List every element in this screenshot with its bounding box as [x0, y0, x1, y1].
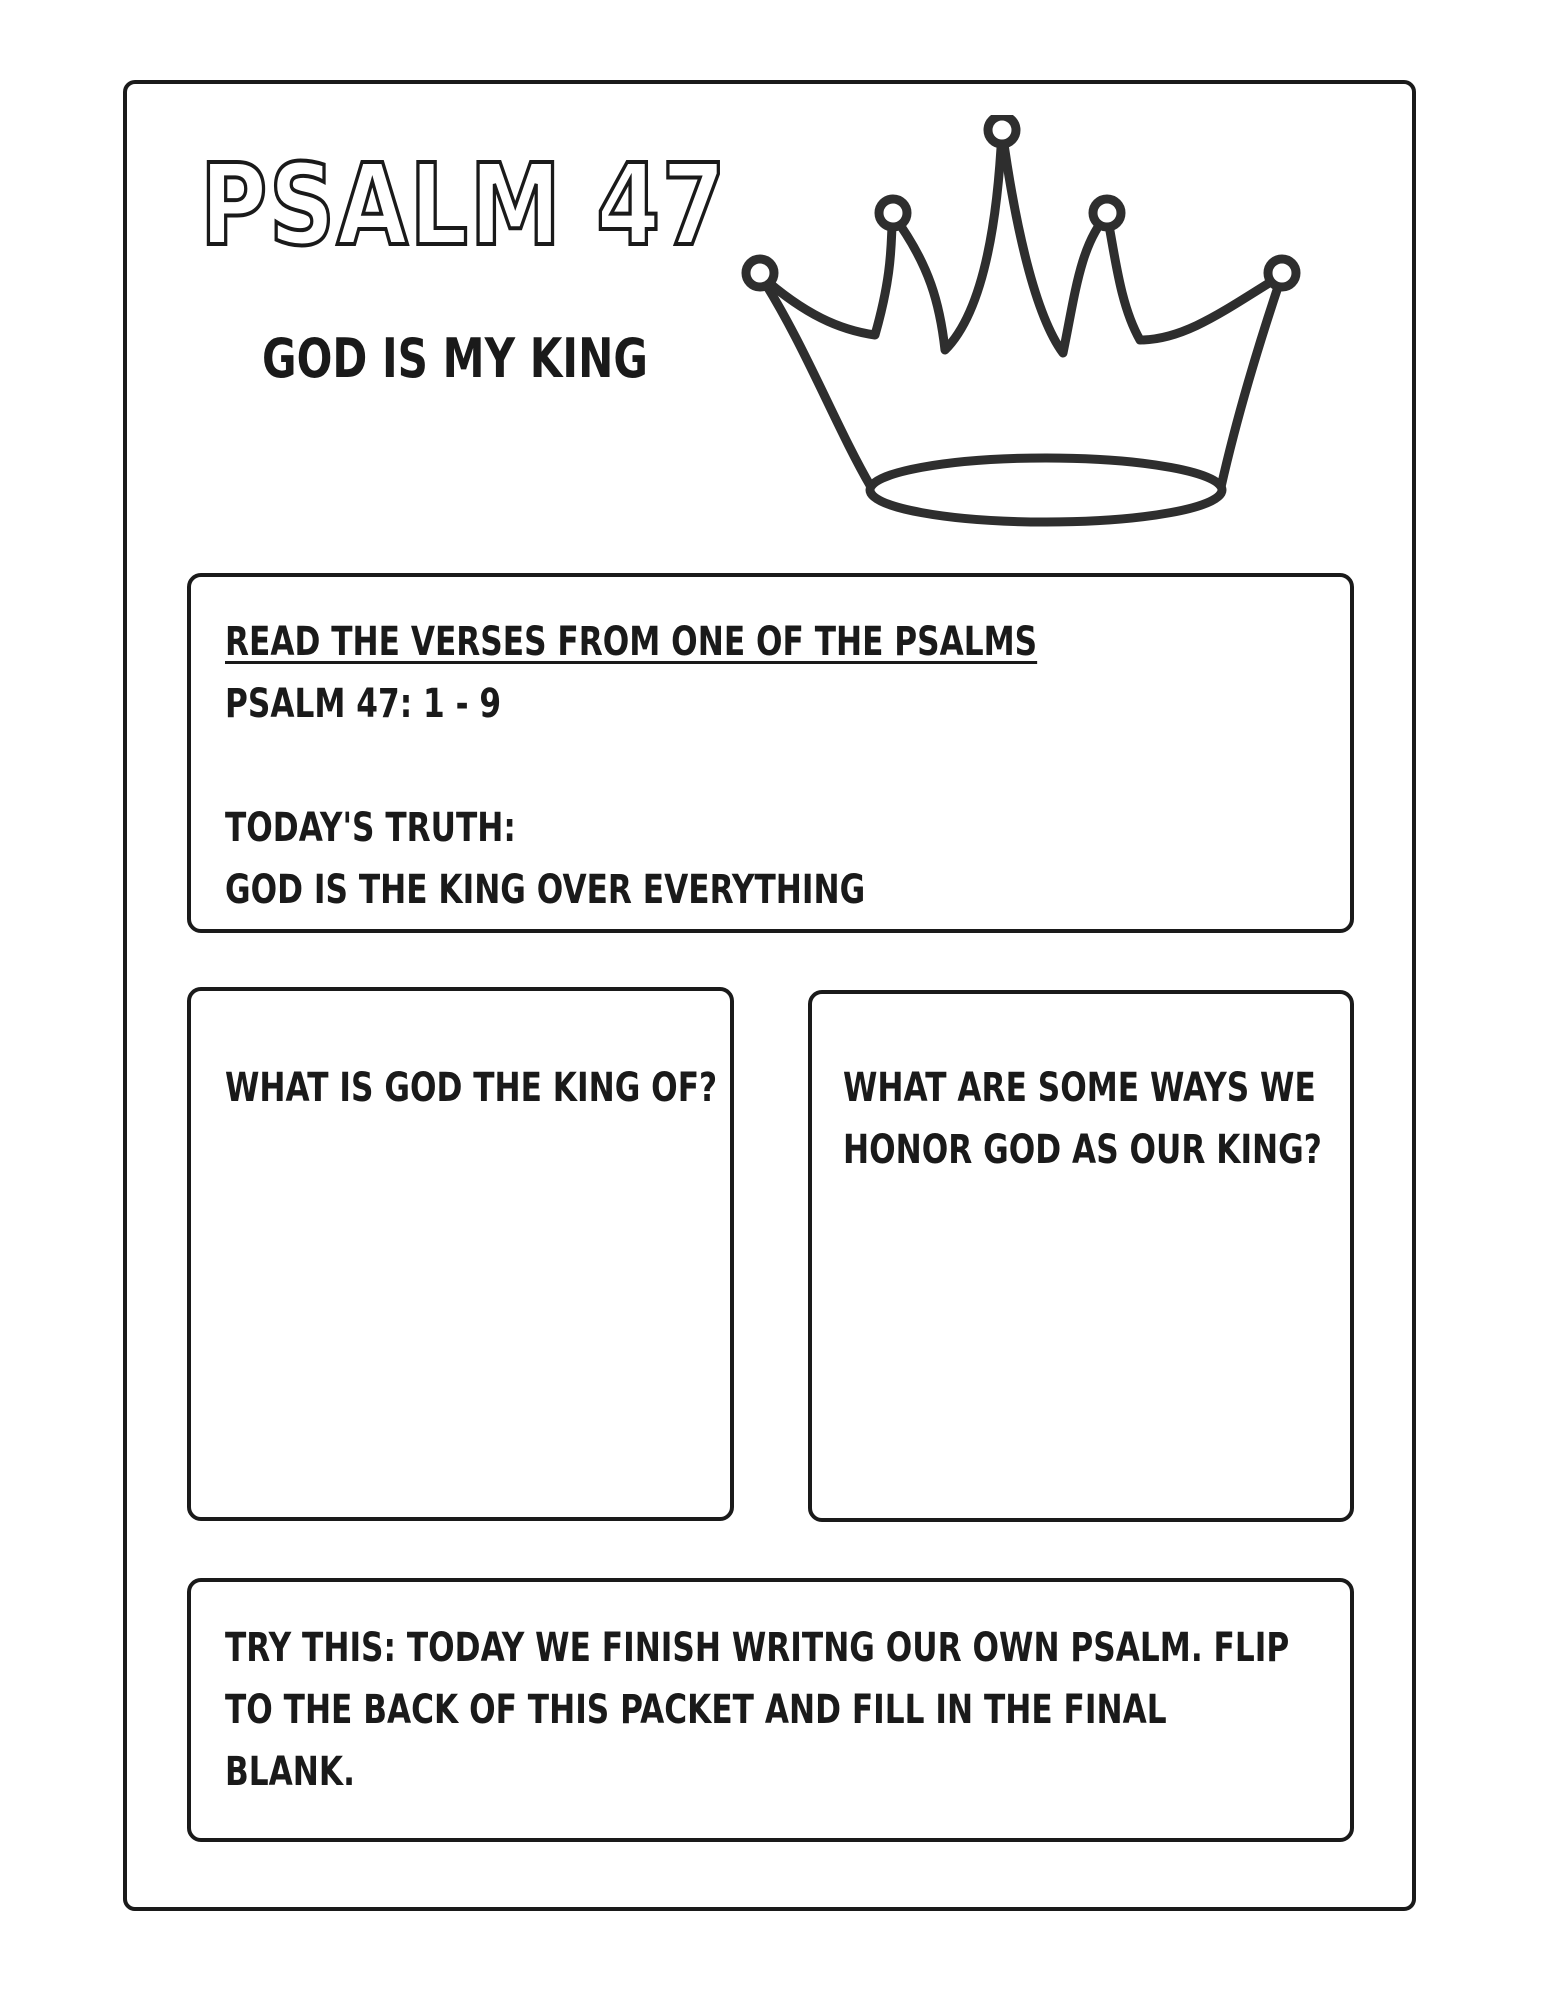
page-subtitle: GOD IS MY KING — [262, 327, 648, 390]
crown-icon — [735, 115, 1360, 535]
page-title: PSALM 47 — [200, 141, 728, 271]
truth-text: GOD IS THE KING OVER EVERYTHING — [225, 867, 866, 913]
try-this-line-3: BLANK. — [225, 1749, 355, 1795]
truth-label: TODAY'S TRUTH: — [225, 805, 516, 851]
question-honor-line-1: WHAT ARE SOME WAYS WE — [843, 1065, 1316, 1111]
verses-reference: PSALM 47: 1 - 9 — [225, 681, 502, 727]
try-this-line-2: TO THE BACK OF THIS PACKET AND FILL IN THE FINAL — [225, 1687, 1167, 1733]
verses-heading: READ THE VERSES FROM ONE OF THE PSALMS — [225, 619, 1038, 665]
try-this-line-1: TRY THIS: TODAY WE FINISH WRITNG OUR OWN PSALM. FLIP — [225, 1625, 1290, 1671]
question-honor-line-2: HONOR GOD AS OUR KING? — [843, 1127, 1322, 1173]
question-king-of: WHAT IS GOD THE KING OF? — [225, 1065, 718, 1111]
